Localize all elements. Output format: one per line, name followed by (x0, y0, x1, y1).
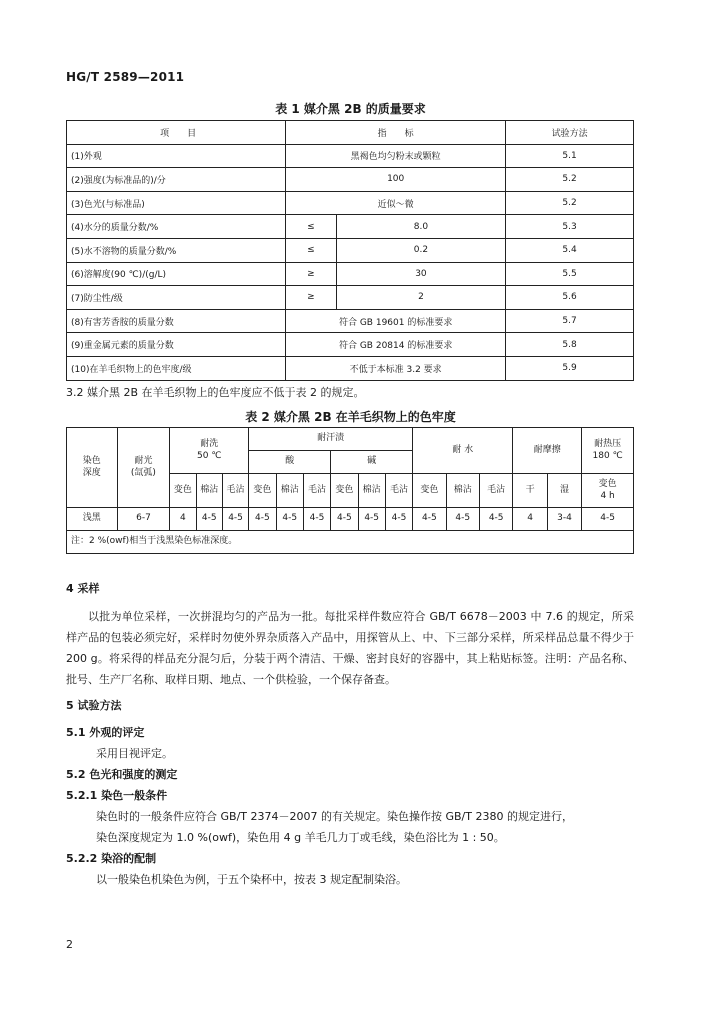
row-method: 5.8 (506, 333, 634, 357)
row-value: 不低于本标准 3.2 要求 (286, 356, 506, 380)
cell: 4-5 (196, 508, 222, 531)
subheader: 变色 (413, 474, 446, 508)
color-fastness-table (66, 427, 634, 554)
table-row (67, 215, 634, 239)
quality-requirements-table (66, 120, 634, 381)
section-5-2-title: 5.2 色光和强度的测定 (66, 768, 178, 781)
cell: 4-5 (385, 508, 412, 531)
cell: 4 (513, 508, 547, 531)
header-heat-press: 耐热压 180 ℃ (582, 428, 634, 474)
header-sweat: 耐汗渍 (249, 428, 413, 451)
cell: 4-5 (358, 508, 385, 531)
cell: 4-5 (479, 508, 512, 531)
table-row (67, 309, 634, 333)
row-value: 30 (336, 262, 505, 286)
subheader: 变色 (331, 474, 358, 508)
subheader: 干 (513, 474, 547, 508)
row-item: (5)水不溶物的质量分数/% (67, 238, 286, 262)
section-4-paragraph: 以批为单位采样，一次拼混均匀的产品为一批。每批采样件数应符合 GB/T 6678－2003 中 7.6 的规定，所采样产品的包装必须完好，采样时勿使外界杂质落入产品中，用探管从上、中、下三部分采样，所采样品总量不得少于 200 g。将采得的样品充分混匀后，分装于两个清洁、干燥、密封良好的容器中，其上粘贴标签。注明：产品名称、批号、生产厂名称、取样日期、地点、一个供检验，一个保存备查。 (66, 610, 634, 686)
cell: 4-5 (331, 508, 358, 531)
row-method: 5.3 (506, 215, 634, 239)
header-alkali: 碱 (331, 451, 413, 474)
header-method: 试验方法 (506, 121, 634, 145)
row-item: (9)重金属元素的质量分数 (67, 333, 286, 357)
row-symbol: ≥ (286, 262, 337, 286)
row-method: 5.7 (506, 309, 634, 333)
row-item: (3)色光(与标准品) (67, 191, 286, 215)
cell: 4-5 (303, 508, 330, 531)
row-value: 符合 GB 20814 的标准要求 (286, 333, 506, 357)
subheader: 毛沾 (222, 474, 248, 508)
subheader: 棉沾 (446, 474, 479, 508)
header-index: 指 标 (286, 121, 506, 145)
row-method: 5.9 (506, 356, 634, 380)
table-row (67, 168, 634, 192)
subheader: 湿 (547, 474, 581, 508)
header-rub: 耐摩擦 (513, 428, 582, 474)
row-item: (6)溶解度(90 ℃)/(g/L) (67, 262, 286, 286)
row-method: 5.2 (506, 191, 634, 215)
cell: 6-7 (117, 508, 170, 531)
row-item: (8)有害芳香胺的质量分数 (67, 309, 286, 333)
row-method: 5.5 (506, 262, 634, 286)
subheader: 棉沾 (276, 474, 303, 508)
section-5-2-1-line2: 染色深度规定为 1.0 %(owf)，染色用 4 g 羊毛几力丁或毛线，染色浴比为 1 : 50。 (96, 831, 505, 844)
subheader: 变色 (249, 474, 276, 508)
section-5-1-text: 采用目视评定。 (96, 747, 173, 760)
header-depth: 染色 深度 (67, 428, 118, 508)
table-row (67, 508, 634, 531)
subheader: 棉沾 (358, 474, 385, 508)
clause-3-2: 3.2 媒介黑 2B 在羊毛织物上的色牢度应不低于表 2 的规定。 (66, 386, 365, 399)
header-item: 项 目 (67, 121, 286, 145)
header-water: 耐 水 (413, 428, 513, 474)
table-row (67, 262, 634, 286)
header-acid: 酸 (249, 451, 331, 474)
table-header-row (67, 121, 634, 145)
row-value: 100 (286, 168, 506, 192)
cell: 4-5 (249, 508, 276, 531)
row-item: (2)强度(为标准品的)/分 (67, 168, 286, 192)
row-value: 0.2 (336, 238, 505, 262)
row-symbol: ≤ (286, 238, 337, 262)
subheader: 毛沾 (479, 474, 512, 508)
section-5-2-1-line1: 染色时的一般条件应符合 GB/T 2374－2007 的有关规定。染色操作按 GB/T 2380 的规定进行， (96, 810, 573, 823)
cell: 3-4 (547, 508, 581, 531)
subheader: 变色 4 h (582, 474, 634, 508)
row-symbol: ≤ (286, 215, 337, 239)
row-method: 5.2 (506, 168, 634, 192)
row-value: 8.0 (336, 215, 505, 239)
section-5-title: 5 试验方法 (66, 699, 122, 712)
row-value: 近似～微 (286, 191, 506, 215)
row-item: (1)外观 (67, 144, 286, 168)
page-number: 2 (66, 938, 73, 951)
cell: 浅黑 (67, 508, 118, 531)
row-item: (7)防尘性/级 (67, 286, 286, 310)
table-row (67, 286, 634, 310)
cell: 4-5 (446, 508, 479, 531)
row-method: 5.4 (506, 238, 634, 262)
row-value: 黑褐色均匀粉末或颗粒 (286, 144, 506, 168)
table-row (67, 238, 634, 262)
section-5-2-2-title: 5.2.2 染浴的配制 (66, 852, 157, 865)
cell: 4-5 (276, 508, 303, 531)
section-4-title: 4 采样 (66, 582, 100, 595)
row-value: 2 (336, 286, 505, 310)
table-row (67, 356, 634, 380)
section-5-2-2-text: 以一般染色机染色为例，于五个染杯中，按表 3 规定配制染浴。 (96, 873, 407, 886)
table-row (67, 191, 634, 215)
table1-caption: 表 1 媒介黑 2B 的质量要求 (275, 102, 426, 116)
table-row (67, 333, 634, 357)
row-symbol: ≥ (286, 286, 337, 310)
row-item: (4)水分的质量分数/% (67, 215, 286, 239)
header-light: 耐光 (氙弧) (117, 428, 170, 508)
cell: 4-5 (222, 508, 248, 531)
row-item: (10)在羊毛织物上的色牢度/级 (67, 356, 286, 380)
standard-code-header: HG/T 2589—2011 (66, 70, 185, 84)
table2-note: 注：2 %(owf)相当于浅黑染色标准深度。 (67, 531, 634, 554)
cell: 4 (170, 508, 196, 531)
subheader: 变色 (170, 474, 196, 508)
subheader: 毛沾 (385, 474, 412, 508)
subheader: 棉沾 (196, 474, 222, 508)
subheader: 毛沾 (303, 474, 330, 508)
header-wash: 耐洗 50 ℃ (170, 428, 249, 474)
table2-caption: 表 2 媒介黑 2B 在羊毛织物上的色牢度 (245, 410, 456, 424)
row-value: 符合 GB 19601 的标准要求 (286, 309, 506, 333)
row-method: 5.6 (506, 286, 634, 310)
cell: 4-5 (582, 508, 634, 531)
section-5-1-title: 5.1 外观的评定 (66, 726, 145, 739)
table-row (67, 144, 634, 168)
section-5-2-1-title: 5.2.1 染色一般条件 (66, 789, 168, 802)
row-method: 5.1 (506, 144, 634, 168)
cell: 4-5 (413, 508, 446, 531)
